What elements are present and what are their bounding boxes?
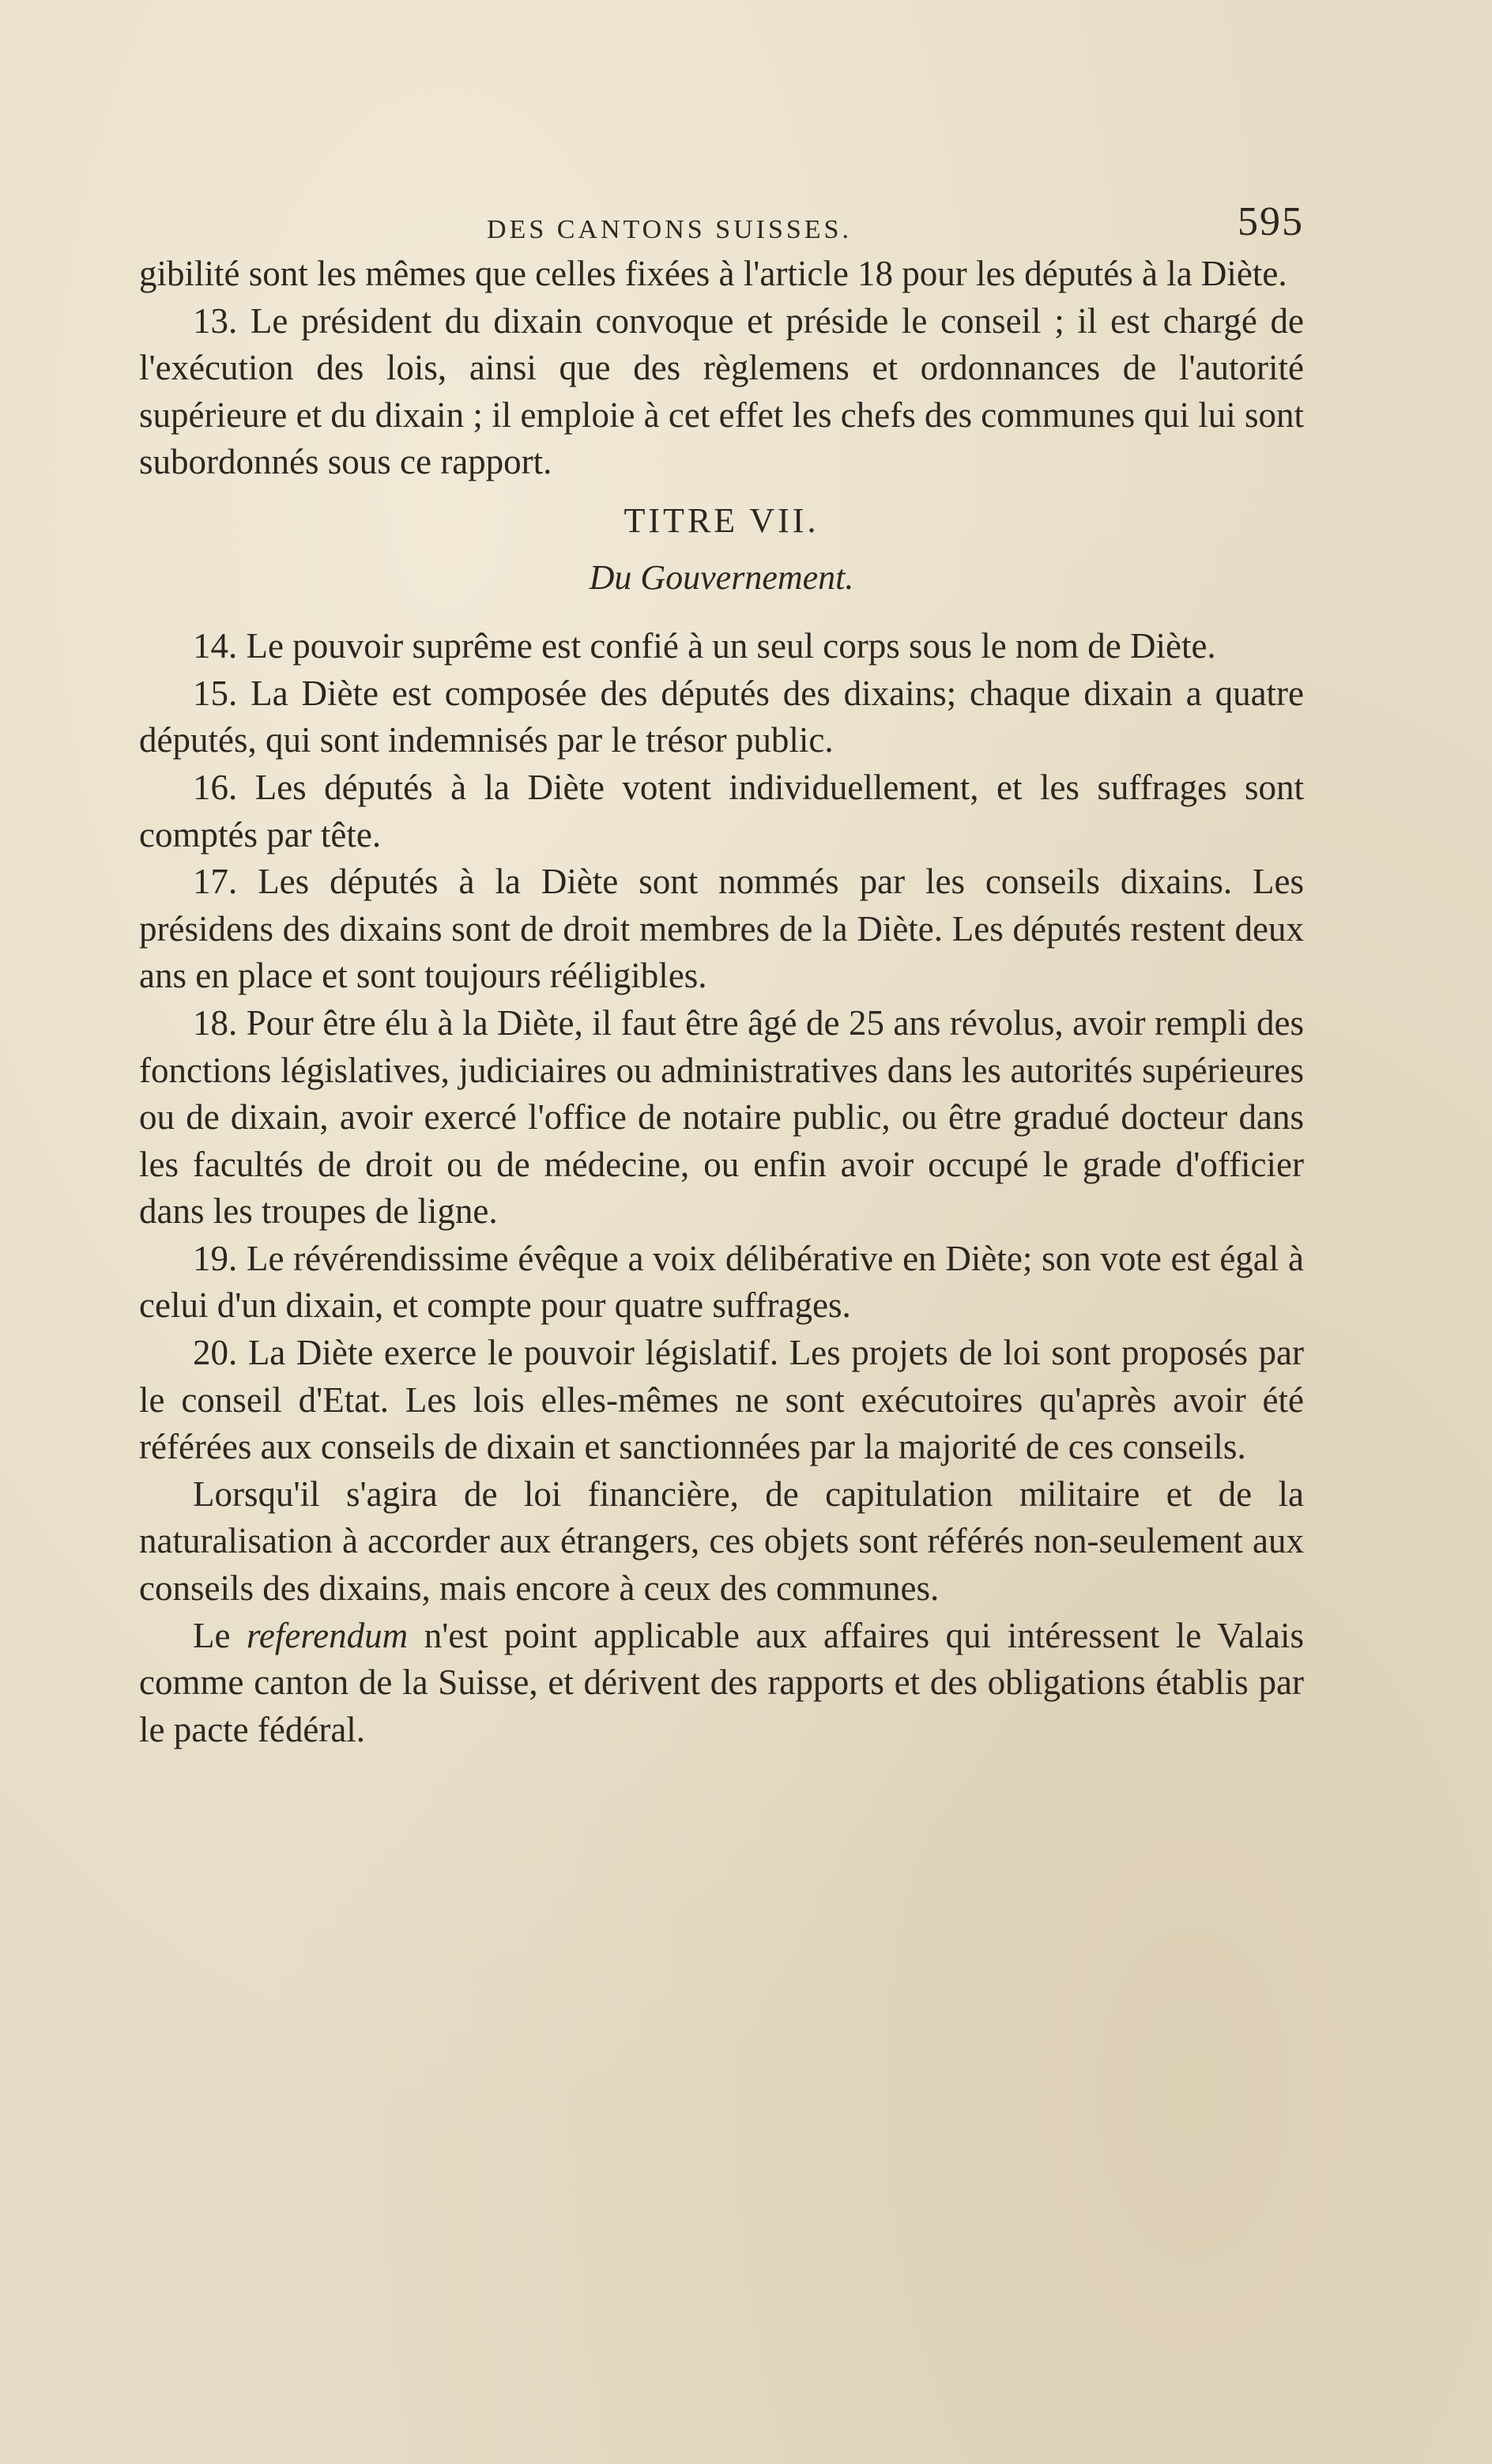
referendum-paragraph	[139, 1613, 1304, 1754]
article-13: 13. Le président du dixain convoque et préside le conseil ; il est chargé de l'exécution des lois, ainsi que des règlemens et ordonnances de l'autorité supérieure et du dixain ; il emploie à cet effet les chefs des communes qui lui sont subordonnés sous ce rapport.	[139, 300, 1304, 482]
article-15: 15. La Diète est composée des députés des dixains; chaque dixain a quatre députés, qui sont indemnisés par le trésor public.	[139, 673, 1304, 760]
referendum-suffix: n'est point applicable aux affaires qui intéressent le Valais comme canton de la Suisse, et dérivent des rapports et des obligations établis par le pacte fédéral.	[139, 1615, 1304, 1749]
running-head	[139, 199, 1304, 249]
article-18: 18. Pour être élu à la Diète, il faut être âgé de 25 ans révolus, avoir rempli des fonctions législatives, judiciaires ou administratives dans les autorités supérieures ou de dixain, avoir exercé l'office de notaire public, ou être gradué docteur dans les facultés de droit ou de médecine, ou enfin avoir occupé le grade d'officier dans les troupes de ligne.	[139, 1002, 1304, 1232]
page-number: 595	[1238, 199, 1304, 244]
article-17: 17. Les députés à la Diète sont nommés par les conseils dixains. Les présidens des dixains sont de droit membres de la Diète. Les députés restent deux ans en place et sont toujours rééligibles.	[139, 862, 1304, 996]
article-19: 19. Le révérendissime évêque a voix délibérative en Diète; son vote est égal à celui d'un dixain, et compte pour quatre suffrages.	[139, 1238, 1304, 1326]
referendum-italic: referendum	[247, 1615, 409, 1655]
article-14: 14. Le pouvoir suprême est confié à un seul corps sous le nom de Diète.	[193, 626, 1216, 666]
referendum-prefix: Le	[193, 1615, 247, 1655]
page-text	[139, 199, 1304, 1753]
continued-paragraph: gibilité sont les mêmes que celles fixées à l'article 18 pour les députés à la Diète.	[139, 254, 1287, 293]
section-subtitle: Du Gouvernement.	[589, 557, 854, 597]
article-20: 20. La Diète exerce le pouvoir législatif. Les projets de loi sont proposés par le conseil d'Etat. Les lois elles-mêmes ne sont exécutoires qu'après avoir été référées aux conseils de dixain et sanctionnées par la majorité de ces conseils.	[139, 1333, 1304, 1467]
article-20-continued: Lorsqu'il s'agira de loi financière, de capitulation militaire et de la naturalisation à accorder aux étrangers, ces objets sont référés non-seulement aux conseils des dixains, mais encore à ceux des communes.	[139, 1473, 1304, 1609]
section-title: TITRE VII.	[624, 500, 819, 540]
article-16: 16. Les députés à la Diète votent individuellement, et les suffrages sont comptés par tête.	[139, 767, 1304, 855]
running-title: DES CANTONS SUISSES.	[487, 215, 852, 244]
